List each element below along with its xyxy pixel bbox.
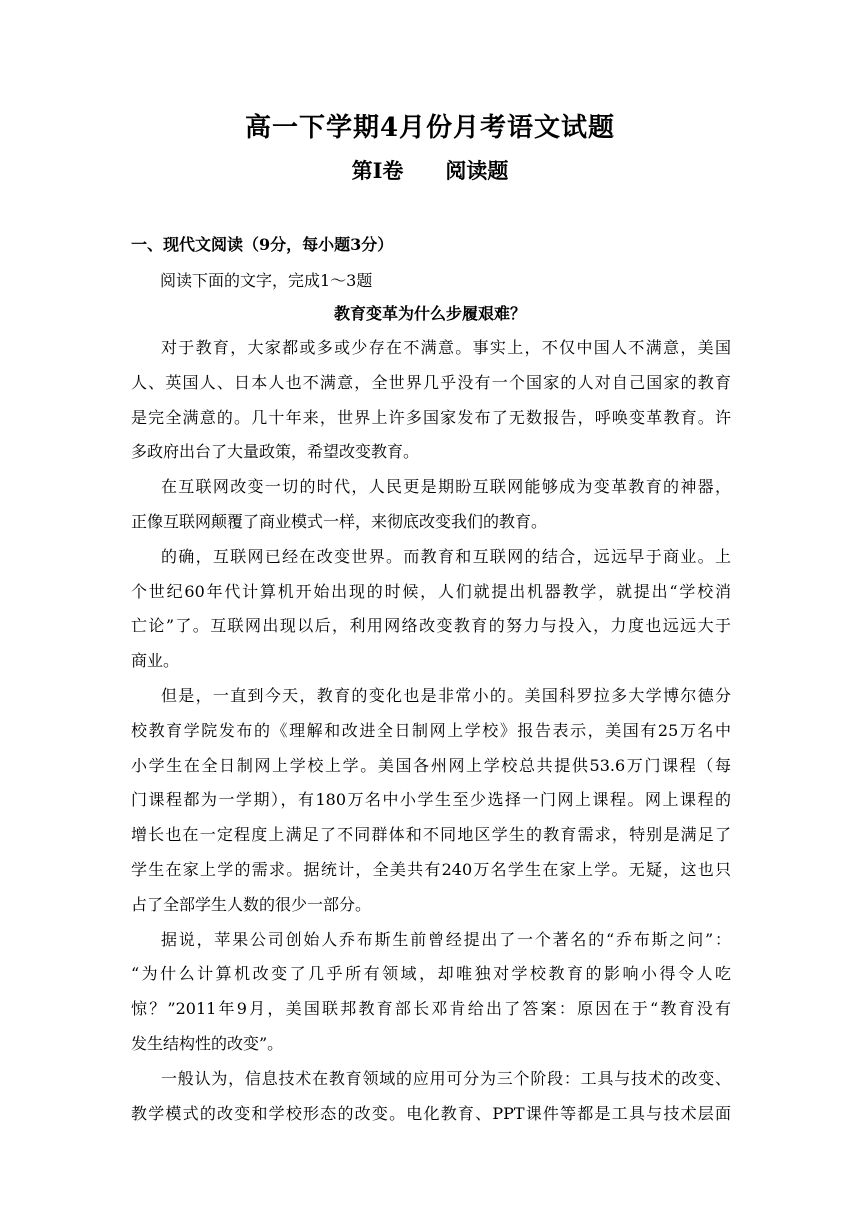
section-heading: 一、现代文阅读（9分，每小题3分） — [131, 235, 394, 254]
article-line: 多政府出台了大量政策，希望改变教育。 — [131, 442, 420, 462]
article-body — [131, 331, 731, 1131]
article-line: 发生结构性的改变”。 — [131, 1033, 284, 1053]
article-line: 教学模式的改变和学校形态的改变。电化教育、PPT课件等都是工具与技术层面 — [131, 1103, 731, 1123]
article-line: 的确，互联网已经在改变世界。而教育和互联网的结合，远远早于商业。上 — [161, 546, 731, 566]
article-line: 据说，苹果公司创始人乔布斯生前曾经提出了一个著名的“乔布斯之问”： — [161, 929, 731, 949]
article-line: 惊？”2011年9月，美国联邦教育部长邓肯给出了答案：原因在于“教育没有 — [131, 999, 731, 1019]
section-instruction: 阅读下面的文字，完成1～3题 — [160, 271, 373, 290]
article-line: 正像互联网颠覆了商业模式一样，来彻底改变我们的教育。 — [131, 511, 548, 531]
article-line: 商业。 — [131, 651, 180, 671]
article-line: 一般认为，信息技术在教育领域的应用可分为三个阶段：工具与技术的改变、 — [161, 1068, 731, 1088]
article-line: 个世纪60年代计算机开始出现的时候，人们就提出机器教学，就提出“学校消 — [131, 581, 731, 601]
article-line: 小学生在全日制网上学校上学。美国各州网上学校总共提供53.6万门课程（每 — [131, 755, 731, 775]
article-line: 学生在家上学的需求。据统计，全美共有240万名学生在家上学。无疑，这也只 — [131, 859, 731, 879]
article-line: 亡论”了。互联网出现以后，利用网络改变教育的努力与投入，力度也远远大于 — [131, 616, 731, 636]
article-line: 增长也在一定程度上满足了不同群体和不同地区学生的教育需求，特别是满足了 — [131, 825, 731, 845]
article-line: 人、英国人、日本人也不满意，全世界几乎没有一个国家的人对自己国家的教育 — [131, 372, 731, 392]
article-line: “为什么计算机改变了几乎所有领域，却唯独对学校教育的影响小得令人吃 — [131, 964, 731, 984]
exam-title: 高一下学期4月份月考语文试题 — [244, 113, 616, 143]
article-title: 教育变革为什么步履艰难？ — [333, 304, 526, 323]
article-line: 对于教育，大家都或多或少存在不满意。事实上，不仅中国人不满意，美国 — [161, 338, 731, 357]
article-line: 但是，一直到今天，教育的变化也是非常小的。美国科罗拉多大学博尔德分 — [161, 685, 731, 705]
article-line: 占了全部学生人数的很少一部分。 — [131, 894, 372, 914]
article-line: 在互联网改变一切的时代，人民更是期盼互联网能够成为变革教育的神器， — [161, 477, 731, 497]
exam-subtitle: 第Ⅰ卷 阅读题 — [351, 158, 509, 183]
article-line: 是完全满意的。几十年来，世界上许多国家发布了无数报告，呼唤变革教育。许 — [131, 407, 731, 427]
article-line: 校教育学院发布的《理解和改进全日制网上学校》报告表示，美国有25万名中 — [131, 720, 731, 740]
article-line: 门课程都为一学期），有180万名中小学生至少选择一门网上课程。网上课程的 — [131, 790, 731, 810]
